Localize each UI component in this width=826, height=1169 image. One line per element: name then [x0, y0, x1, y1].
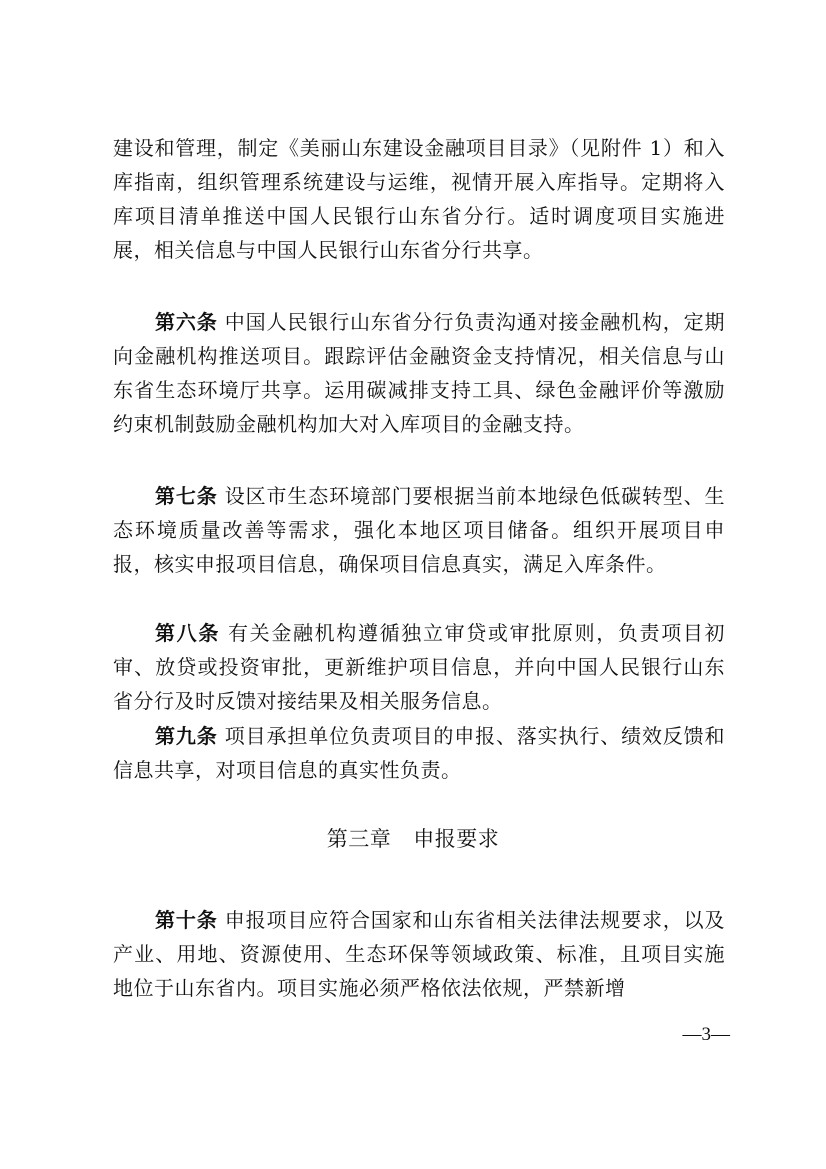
article-9	[113, 719, 725, 787]
article-text: 设区市生态环境部门要根据当前本地绿色低碳转型、生态环境质量改善等需求，强化本地区项目储备。组织开展项目申报，核实申报项目信息，确保项目信息真实，满足入库条件。	[113, 484, 726, 576]
chapter-title: 申报要求	[413, 827, 500, 851]
article-label: 第七条	[155, 484, 218, 508]
chapter-number: 第三章	[326, 827, 392, 851]
article-label: 第十条	[155, 908, 218, 932]
article-text: 申报项目应符合国家和山东省相关法律法规要求，以及产业、用地、资源使用、生态环保等领域政策、标准，且项目实施地位于山东省内。项目实施必须严格依法依规，严禁新增	[113, 908, 726, 1000]
article-7	[113, 479, 725, 581]
article-10	[113, 903, 725, 1005]
article-text: 中国人民银行山东省分行负责沟通对接金融机构，定期向金融机构推送项目。跟踪评估金融资金支持情况，相关信息与山东省生态环境厅共享。运用碳减排支持工具、绿色金融评价等激励约束机制鼓励金融机构加大对入库项目的金融支持。	[113, 310, 726, 436]
page-number: —3—	[682, 1024, 730, 1045]
chapter-heading	[0, 822, 826, 856]
article-label: 第八条	[155, 621, 220, 645]
article-label: 第六条	[155, 310, 218, 334]
article-label: 第九条	[155, 724, 218, 748]
article-text: 有关金融机构遵循独立审贷或审批原则，负责项目初审、放贷或投资审批，更新维护项目信息，并向中国人民银行山东省分行及时反馈对接结果及相关服务信息。	[113, 621, 726, 713]
article-6	[113, 305, 725, 441]
intro-paragraph: 建设和管理，制定《美丽山东建设金融项目目录》（见附件 1）和入库指南，组织管理系统建设与运维，视情开展入库指导。定期将入库项目清单推送中国人民银行山东省分行。适时调度项目实施进展，相关信息与中国人民银行山东省分行共享。	[113, 136, 725, 262]
article-8	[113, 616, 725, 718]
article-text: 项目承担单位负责项目的申报、落实执行、绩效反馈和信息共享，对项目信息的真实性负责。	[113, 724, 726, 782]
